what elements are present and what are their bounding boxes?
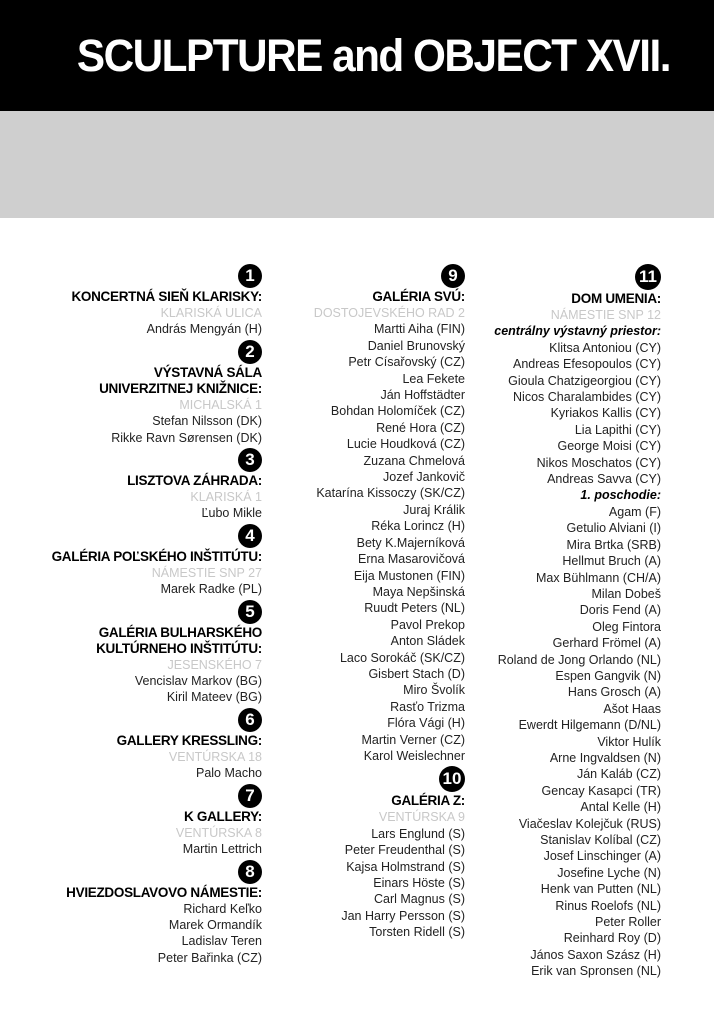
artist-name: Bohdan Holomíček (CZ) (330, 404, 465, 419)
artist-name: Kajsa Holmstrand (S) (346, 859, 465, 874)
section-subheading: 1. poschodie: (580, 488, 661, 503)
artist-name: Carl Magnus (S) (374, 892, 465, 907)
artist-name: Erik van Spronsen (NL) (531, 964, 661, 979)
artist-name: Klitsa Antoniou (CY) (549, 340, 661, 355)
artist-name: Ľubo Mikle (201, 506, 262, 521)
artist-name: Nicos Charalambides (CY) (513, 390, 661, 405)
artist-name: Marek Ormandík (168, 917, 262, 932)
artist-name: Flóra Vági (H) (387, 716, 465, 731)
venue-name: GALÉRIA Z: (391, 793, 465, 809)
venue-number-badge: 11 (635, 264, 661, 290)
artist-name: Lucie Houdková (CZ) (346, 437, 465, 452)
artist-name: Petr Císařovský (CZ) (348, 355, 465, 370)
artist-name: Andreas Efesopoulos (CY) (513, 357, 661, 372)
artist-name: Peter Roller (595, 915, 661, 930)
artist-name: Josef Linschinger (A) (543, 849, 661, 864)
artist-name: Vencislav Markov (BG) (134, 674, 262, 689)
header-bar (0, 0, 714, 111)
venue-number-badge: 6 (238, 708, 262, 732)
artist-name: Viačeslav Kolejčuk (RUS) (518, 816, 661, 831)
artist-name: Rikke Ravn Sørensen (DK) (111, 430, 262, 445)
column-left (12, 262, 262, 966)
artist-name: Doris Fend (A) (579, 603, 661, 618)
venue-2 (12, 338, 262, 446)
artist-name: Zuzana Chmelová (363, 453, 465, 468)
venue-8 (12, 858, 262, 967)
artist-name: René Hora (CZ) (376, 420, 465, 435)
venue-7 (12, 782, 262, 858)
venue-number-badge: 9 (441, 264, 465, 288)
venue-address: DOSTOJEVSKÉHO RAD 2 (313, 306, 465, 320)
artist-name: Maya Nepšinská (372, 584, 465, 599)
venue-name: GALÉRIA POĽSKÉHO INŠTITÚTU: (51, 548, 262, 564)
column-right (461, 262, 661, 980)
venue-name: K GALLERY: (184, 808, 262, 824)
artist-name: Arne Ingvaldsen (N) (549, 750, 661, 765)
artist-name: Agam (F) (608, 504, 661, 519)
venue-number-badge: 10 (439, 766, 465, 792)
artist-name: Reinhard Roy (D) (563, 931, 661, 946)
artist-name: Ján Kaláb (CZ) (576, 767, 661, 782)
artist-name: Espen Gangvik (N) (555, 668, 661, 683)
venue-name: GALÉRIA SVÚ: (372, 289, 465, 304)
venue-address: KLARISKÁ 1 (190, 490, 262, 505)
artist-name: Katarína Kissoczy (SK/CZ) (316, 486, 465, 501)
artist-name: Oleg Fintora (592, 619, 661, 634)
venue-name: DOM UMENIA: (571, 291, 661, 306)
artist-name: Viktor Hulík (597, 734, 661, 749)
section-subheading: centrálny výstavný priestor: (494, 324, 661, 339)
artist-name: Peter Bařinka (CZ) (157, 950, 262, 965)
artist-name: Rasťo Trizma (390, 699, 465, 714)
artist-name: Richard Keľko (183, 901, 262, 916)
artist-list (255, 321, 465, 764)
artist-name: Eija Mustonen (FIN) (353, 568, 465, 583)
venue-name: GALLERY KRESSLING: (116, 732, 262, 748)
venue-name: UNIVERZITNEJ KNIŽNICE: (99, 380, 262, 396)
venue-number-badge: 2 (238, 340, 262, 364)
artist-name: Martin Lettrich (182, 842, 262, 857)
artist-name: Gisbert Stach (D) (368, 666, 465, 681)
artist-name: Henk van Putten (NL) (540, 882, 661, 897)
venue-number-badge: 1 (238, 264, 262, 288)
artist-name: Antal Kelle (H) (580, 800, 661, 815)
artist-name: Gioula Chatzigeorgiou (CY) (508, 373, 661, 388)
artist-name: Ladislav Teren (181, 934, 262, 949)
artist-name: Kyriakos Kallis (CY) (550, 406, 661, 421)
venue-address: JESENSKÉHO 7 (167, 657, 262, 672)
page-title: SCULPTURE and OBJECT XVII. (76, 30, 670, 81)
artist-name: Stefan Nilsson (DK) (152, 414, 262, 429)
artist-name: Gerhard Frömel (A) (552, 636, 661, 651)
artist-name: Torsten Ridell (S) (369, 925, 465, 940)
venue-address: KLARISKÁ ULICA (160, 306, 262, 320)
venue-address: VENTÚRSKA 18 (168, 749, 262, 764)
venue-address: VENTÚRSKA 8 (175, 825, 262, 840)
venue-address: MICHALSKÁ 1 (179, 397, 262, 412)
artist-name: Hans Grosch (A) (567, 685, 661, 700)
artist-name: Laco Sorokáč (SK/CZ) (339, 650, 465, 665)
column-middle (255, 262, 465, 941)
artist-name: Juraj Králik (403, 502, 465, 517)
artist-name: Stanislav Kolíbal (CZ) (540, 833, 661, 847)
venue-number-badge: 5 (238, 600, 262, 624)
artist-name: Martti Aiha (FIN) (374, 322, 465, 337)
artist-list (461, 340, 661, 488)
venue-name: LISZTOVA ZÁHRADA: (127, 473, 262, 489)
artist-name: Marek Radke (PL) (160, 582, 262, 597)
artist-name: János Saxon Szász (H) (530, 947, 661, 962)
venue-name: KONCERTNÁ SIEŇ KLARISKY: (71, 289, 262, 304)
venue-number-badge: 3 (238, 448, 262, 472)
venue-number-badge: 4 (238, 524, 262, 548)
venue-6 (12, 706, 262, 782)
artist-name: Erna Masarovičová (358, 552, 465, 567)
artist-name: Einars Höste (S) (373, 876, 465, 890)
artist-name: András Mengyán (H) (146, 322, 262, 337)
venue-name: GALÉRIA BULHARSKÉHO (98, 624, 262, 640)
artist-name: Milan Dobeš (591, 586, 661, 601)
artist-name: Lia Lapithi (CY) (574, 422, 661, 437)
venue-address: NÁMESTIE SNP 27 (151, 565, 262, 580)
venue-name: KULTÚRNEHO INŠTITÚTU: (96, 640, 262, 656)
venue-4 (12, 522, 262, 598)
artist-name: Mira Brtka (SRB) (566, 537, 661, 552)
artist-name: Karol Weislechner (363, 748, 465, 763)
artist-name: Palo Macho (195, 766, 262, 781)
artist-list (461, 504, 661, 980)
artist-name: Josefine Lyche (N) (557, 865, 661, 880)
venue-9 (255, 262, 465, 764)
artist-name: Pavol Prekop (390, 617, 465, 632)
venue-number-badge: 7 (238, 784, 262, 808)
artist-name: Max Bühlmann (CH/A) (535, 570, 661, 585)
venue-1 (12, 262, 262, 338)
venue-11 (461, 262, 661, 980)
artist-name: Anton Sládek (390, 634, 465, 649)
artist-name: Nikos Moschatos (CY) (536, 455, 661, 470)
artist-name: Hellmut Bruch (A) (562, 554, 661, 569)
artist-name: Getulio Alviani (I) (566, 521, 661, 536)
venue-10 (255, 764, 465, 940)
artist-name: Jozef Jankovič (383, 470, 465, 485)
artist-name: Réka Lorincz (H) (371, 519, 465, 534)
artist-name: Gencay Kasapci (TR) (541, 783, 661, 798)
artist-name: Kiril Mateev (BG) (166, 690, 262, 705)
artist-name: Ruudt Peters (NL) (364, 601, 465, 616)
artist-name: Ján Hoffstädter (380, 388, 465, 403)
artist-name: Andreas Savva (CY) (547, 472, 661, 487)
venue-5 (12, 598, 262, 706)
artist-name: Daniel Brunovský (367, 338, 465, 353)
gray-band (0, 111, 714, 218)
artist-list (255, 826, 465, 941)
venue-address: NÁMESTIE SNP 12 (550, 308, 661, 322)
venue-address: VENTÚRSKA 9 (378, 810, 465, 825)
artist-name: Bety K.Majerníková (356, 535, 465, 550)
artist-name: Peter Freudenthal (S) (344, 843, 465, 858)
venue-name: VÝSTAVNÁ SÁLA (153, 364, 262, 380)
artist-name: Miro Švolík (403, 683, 465, 698)
artist-name: Jan Harry Persson (S) (341, 908, 465, 923)
artist-name: Rinus Roelofs (NL) (555, 898, 661, 913)
artist-name: Lea Fekete (402, 371, 465, 386)
venue-name: HVIEZDOSLAVOVO NÁMESTIE: (66, 884, 262, 900)
artist-name: Martin Verner (CZ) (361, 732, 465, 747)
venue-3 (12, 446, 262, 522)
artist-name: George Moisi (CY) (557, 439, 661, 454)
venue-number-badge: 8 (238, 860, 262, 884)
artist-name: Ewerdt Hilgemann (D/NL) (518, 718, 661, 733)
artist-name: Ašot Haas (603, 701, 661, 716)
artist-name: Roland de Jong Orlando (NL) (497, 652, 661, 667)
artist-name: Lars Englund (S) (371, 826, 465, 841)
